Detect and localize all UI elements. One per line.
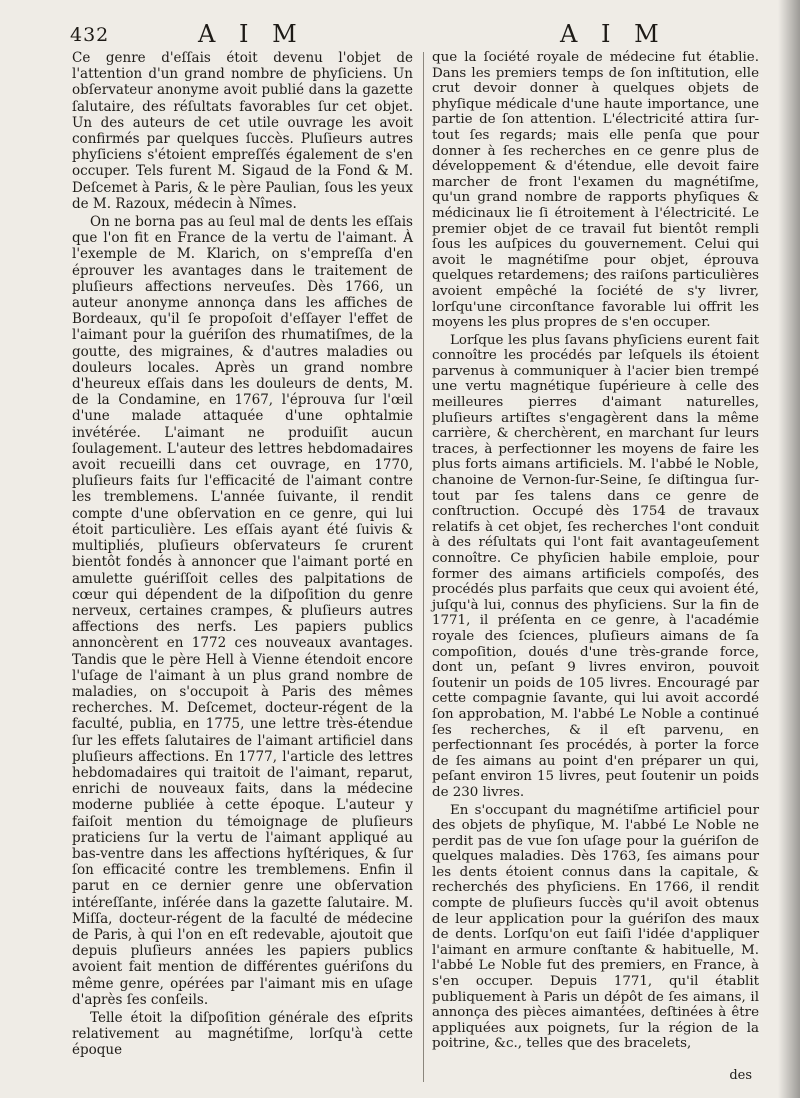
- paragraph: que la ſociété royale de médecine fut établie. Dans les premiers temps de ſon inſtitution, elle crut devoir donner à quelques objets de phyſique médicale d'une haute importance, une partie de ſon attention. L'électricité attira ſur-tout ſes regards; mais elle penſa que pour donner à ſes recherches en ce genre plus de développement & d'étendue, elle devoit faire marcher de front l'examen du magnétiſme, qu'un grand nombre de rapports phyſiques & médicinaux lie ſi étroitement à l'électricité. Le premier objet de ce travail fut bientôt rempli ſous les auſpices du gouvernement. Celui qui avoit le magnétiſme pour objet, éprouva quelques retardemens; des raiſons particulières avoient empêché la ſociété de s'y livrer, lorſqu'une circonſtance favorable lui offrit les moyens les plus propres de s'en occuper.: [432, 50, 759, 331]
- running-head-left: A I M: [198, 20, 305, 48]
- right-column: [432, 50, 759, 1052]
- paragraph: Lorſque les plus ſavans phyſiciens eurent fait connoître les procédés par leſquels ils étoient parvenus à communiquer à l'acier bien trempé une vertu magnétique ſupérieure à celle des meilleures pierres d'aimant naturelles, pluſieurs artiſtes s'engagèrent dans la même carrière, & cherchèrent, en marchant ſur leurs traces, à perfectionner les moyens de faire les plus forts aimans artificiels. M. l'abbé le Noble, chanoine de Vernon-ſur-Seine, ſe diſtingua ſur-tout par ſes talens dans ce genre de conſtruction. Occupé dès 1754 de travaux relatifs à cet objet, ſes recherches l'ont conduit à des réſultats qui l'ont fait avantageuſement connoître. Ce phyſicien habile emploie, pour former des aimans artificiels compoſés, des procédés plus parfaits que ceux qui avoient été, juſqu'à lui, connus des phyſiciens. Sur la fin de 1771, il préſenta en ce genre, à l'académie royale des ſciences, pluſieurs aimans de ſa compoſition, doués d'une très-grande force, dont un, peſant 9 livres environ, pouvoit ſoutenir un poids de 105 livres. Encouragé par cette compagnie ſavante, qui lui avoit accordé ſon approbation, M. l'abbé Le Noble a continué ſes recherches, & il eſt parvenu, en perfectionnant ſes procédés, à porter la force de ſes aimans au point d'en préparer un qui, peſant environ 15 livres, peut ſoutenir un poids de 230 livres.: [432, 332, 759, 800]
- paragraph: Telle étoit la diſpoſition générale des eſprits relativement au magnétiſme, lorſqu'à cette époque: [72, 1009, 413, 1059]
- paragraph: En s'occupant du magnétiſme artificiel pour des objets de phyſique, M. l'abbé Le Noble ne perdit pas de vue ſon uſage pour la guériſon de quelques maladies. Dès 1763, ſes aimans pour les dents étoient connus dans la capitale, & recherchés des phyſiciens. En 1766, il rendit compte de pluſieurs ſuccès qu'il avoit obtenus de leur application pour la guériſon des maux de dents. Lorſqu'on eut ſaiſi l'idée d'appliquer l'aimant en armure conſtante & habituelle, M. l'abbé Le Noble fut des premiers, en France, à s'en occuper. Depuis 1771, qu'il établit publiquement à Paris un dépôt de ſes aimans, il annonça des pièces aimantées, deſtinées à être appliquées aux poignets, ſur la région de la poitrine, &c., telles que des bracelets,: [432, 802, 759, 1052]
- paragraph: Ce genre d'eſſais étoit devenu l'objet de l'attention d'un grand nombre de phyſiciens. Un obſervateur anonyme avoit publié dans la gazette ſalutaire, des réſultats favorables ſur cet objet. Un des auteurs de cet utile ouvrage les avoit confirmés par quelques ſuccès. Pluſieurs autres phyſiciens s'étoient empreſſés également de s'en occuper. Tels furent M. Sigaud de la Fond & M. Deſcemet à Paris, & le père Paulian, ſous les yeux de M. Razoux, médecin à Nîmes.: [72, 50, 413, 212]
- column-divider: [423, 52, 424, 1082]
- paragraph: On ne borna pas au ſeul mal de dents les eſſais que l'on fit en France de la vertu de l'aimant. À l'exemple de M. Klarich, on s'empreſſa d'en éprouver les avantages dans le traitement de pluſieurs affections nerveuſes. Dès 1766, un auteur anonyme annonça dans les affiches de Bordeaux, qu'il ſe propoſoit d'eſſayer l'effet de l'aimant pour la guériſon des rhumatiſmes, de la goutte, des migraines, & d'autres maladies ou douleurs locales. Après un grand nombre d'heureux eſſais dans les douleurs de dents, M. de la Condamine, en 1767, l'éprouva ſur l'œil d'une malade attaquée d'une ophtalmie invétérée. L'aimant ne produiſit aucun ſoulagement. L'auteur des lettres hebdomadaires avoit recueilli dans cet ouvrage, en 1770, pluſieurs faits ſur l'efficacité de l'aimant contre les tremblemens. L'année ſuivante, il rendit compte d'une obſervation en ce genre, qui lui étoit particulière. Les eſſais ayant été ſuivis & multipliés, pluſieurs obſervateurs ſe crurent bientôt fondés à annoncer que l'aimant porté en amulette guériſſoit celles des palpitations de cœur qui dépendent de la diſpoſition du genre nerveux, certaines crampes, & pluſieurs autres affections des nerfs. Les papiers publics annoncèrent en 1772 ces nouveaux avantages. Tandis que le père Hell à Vienne étendoit encore l'uſage de l'aimant à un plus grand nombre de maladies, on s'occupoit à Paris des mêmes recherches. M. Deſcemet, docteur-régent de la faculté, publia, en 1775, une lettre très-étendue ſur les effets ſalutaires de l'aimant artificiel dans pluſieurs affections. En 1777, l'article des lettres hebdomadaires qui traitoit de l'aimant, reparut, enrichi de nouveaux faits, dans la médecine moderne publiée à cette époque. L'auteur y faiſoit mention du témoignage de pluſieurs praticiens ſur la vertu de l'aimant appliqué au bas-ventre dans les affections hyſtériques, & ſur ſon efficacité contre les tremblemens. Enfin il parut en ce dernier genre une obſervation intéreſſante, inſérée dans la gazette ſalutaire. M. Miſſa, docteur-régent de la faculté de médecine de Paris, à qui l'on en eſt redevable, ajoutoit que depuis pluſieurs années les papiers publics avoient fait mention de différentes guériſons du même genre, opérées par l'aimant mis en uſage d'après ſes conſeils.: [72, 214, 413, 1008]
- running-head-right: A I M: [560, 20, 667, 48]
- left-column: [72, 50, 413, 1059]
- catchword: des: [729, 1068, 752, 1083]
- page-number: 432: [70, 24, 110, 46]
- page-header: [70, 16, 760, 50]
